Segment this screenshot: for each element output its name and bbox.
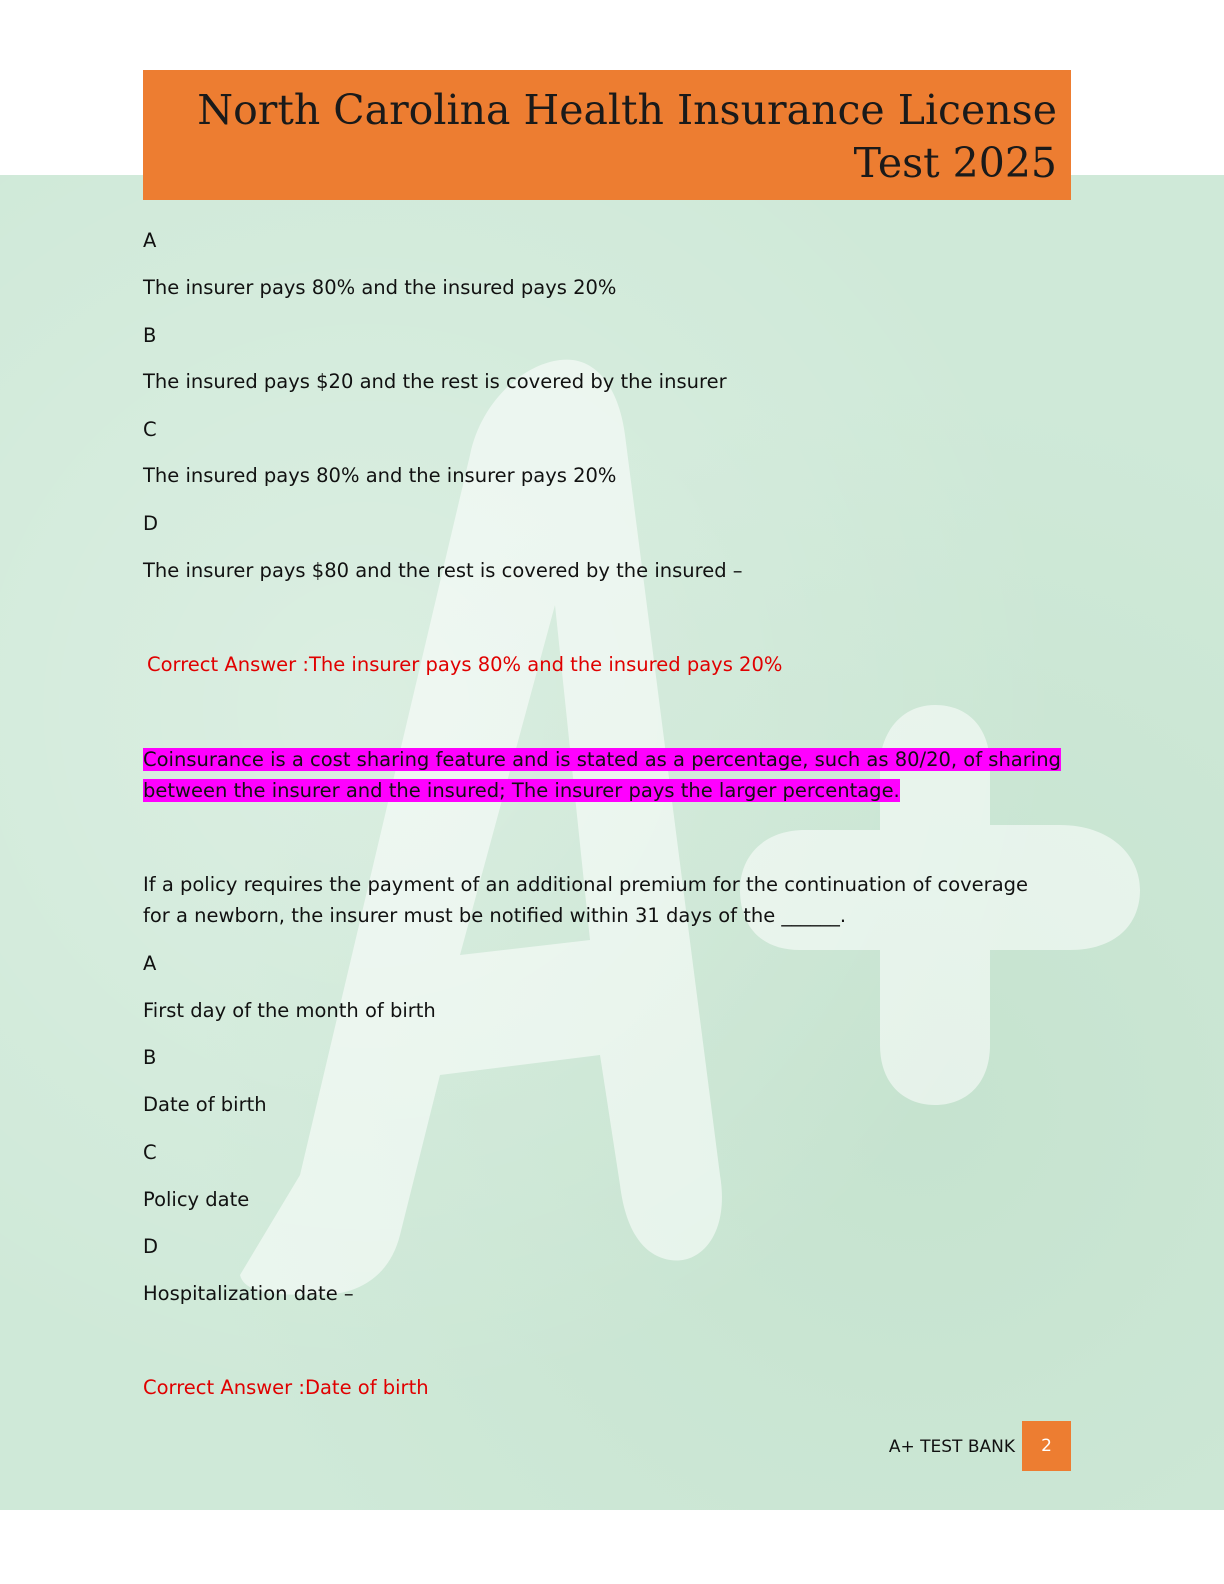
q2-correct-answer: Correct Answer :Date of birth [143, 1376, 429, 1399]
q1-explanation-line2: between the insurer and the insured; The insurer pays the larger percentage. [143, 779, 900, 802]
q1-option-b-text: The insured pays $20 and the rest is covered by the insurer [143, 370, 727, 393]
q1-option-a-letter: A [143, 229, 157, 252]
header-title-line1: North Carolina Health Insurance License [197, 86, 1057, 134]
q1-option-b-letter: B [143, 324, 157, 347]
q1-option-c-letter: C [143, 418, 157, 441]
q2-option-c-text: Policy date [143, 1188, 250, 1211]
footer-label: A+ TEST BANK [888, 1437, 1015, 1457]
q2-option-a-text: First day of the month of birth [143, 999, 436, 1022]
q1-option-d-text: The insurer pays $80 and the rest is covered by the insured – [143, 559, 743, 582]
document-header [143, 70, 1071, 200]
q2-option-b-text: Date of birth [143, 1093, 267, 1116]
header-title-line2: Test 2025 [853, 139, 1057, 187]
q2-option-b-letter: B [143, 1046, 157, 1069]
q1-option-c-text: The insured pays 80% and the insurer pays 20% [143, 464, 617, 487]
q2-question-line1: If a policy requires the payment of an additional premium for the continuation of coverage [143, 873, 1029, 896]
q1-correct-answer: Correct Answer :The insurer pays 80% and the insured pays 20% [147, 653, 783, 676]
q1-explanation-line1: Coinsurance is a cost sharing feature and is stated as a percentage, such as 80/20, of sharing [143, 748, 1061, 771]
q1-option-a-text: The insurer pays 80% and the insured pays 20% [143, 276, 617, 299]
q2-option-d-text: Hospitalization date – [143, 1282, 354, 1305]
q1-option-d-letter: D [143, 512, 159, 535]
q2-option-d-letter: D [143, 1235, 159, 1258]
q2-question-line2: for a newborn, the insurer must be notified within 31 days of the ______. [143, 904, 847, 927]
page-number: 2 [1022, 1421, 1071, 1471]
q2-option-c-letter: C [143, 1141, 157, 1164]
q1-explanation [143, 744, 1073, 775]
q2-option-a-letter: A [143, 952, 157, 975]
q1-explanation-cont [143, 775, 1073, 806]
